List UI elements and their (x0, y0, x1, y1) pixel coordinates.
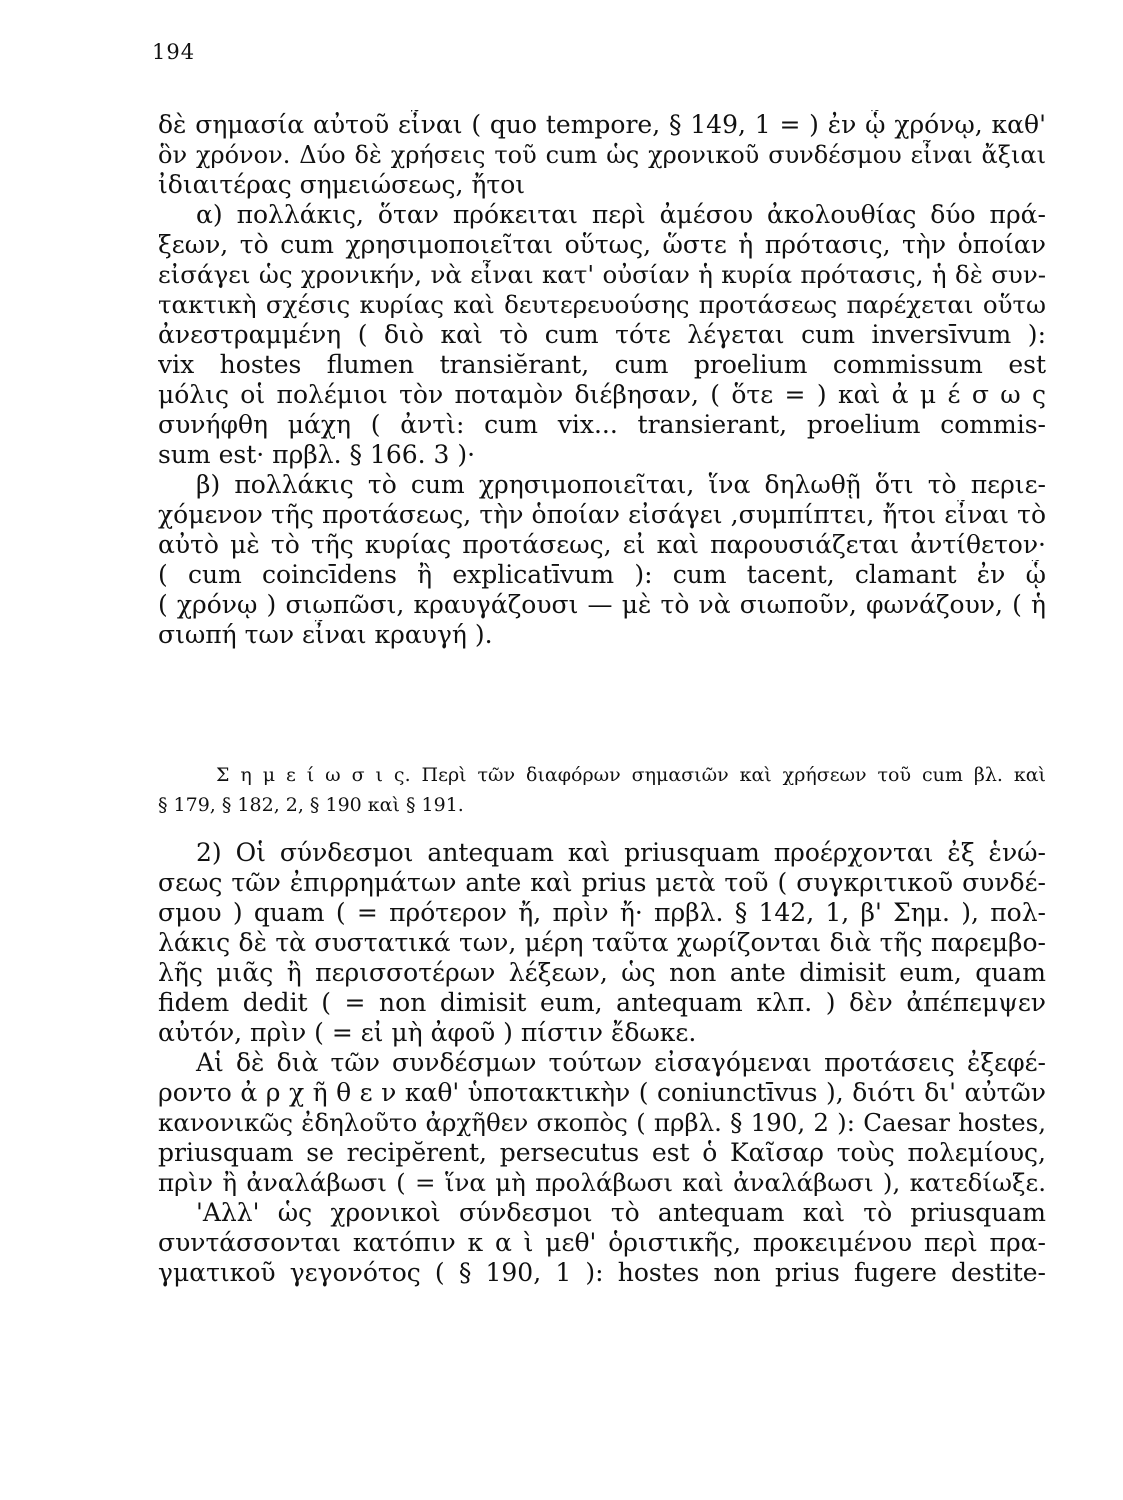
text-line: σιωπή των εἶναι κραυγή ). (158, 620, 493, 649)
page-number: 194 (152, 40, 196, 64)
text-line: priusquam se recipĕrent, persecutus est ὁ Καῖσαρ τοὺς πολεμίους, (158, 1138, 1046, 1167)
text-line: ροντο ἀ ρ χ ῆ θ ε ν καθ' ὑποτακτικὴν ( coniunctīvus ), διότι δι' αὐτῶν (158, 1078, 1046, 1107)
text-line: συνήφθη μάχη ( ἀντὶ: cum vix... transierant, proelium commis- (158, 410, 1046, 439)
text-line: σεως τῶν ἐπιρρημάτων ante καὶ prius μετὰ τοῦ ( συγκριτικοῦ συνδέ- (158, 868, 1046, 897)
text-line: β) πολλάκις τὸ cum χρησιμοποιεῖται, ἵνα δηλωθῇ ὅτι τὸ περιε- (196, 470, 1046, 499)
text-line: ἀνεστραμμένη ( διὸ καὶ τὸ cum τότε λέγεται cum inversīvum ): (158, 320, 1046, 349)
text-line: αὐτόν, πρὶν ( = εἰ μὴ ἀφοῦ ) πίστιν ἔδωκε. (158, 1018, 697, 1047)
text-line: 2) Οἱ σύνδεσμοι antequam καὶ priusquam προέρχονται ἐξ ἑνώ- (196, 838, 1046, 867)
note-block (158, 760, 1046, 820)
text-line: sum est· πρβλ. § 166. 3 )· (158, 440, 476, 469)
text-line: μόλις οἱ πολέμιοι τὸν ποταμὸν διέβησαν, ( ὅτε = ) καὶ ἀ μ έ σ ω ς (158, 380, 1046, 409)
text-line: συντάσσονται κατόπιν κ α ὶ μεθ' ὁριστικῆς, προκειμένου περὶ πρα- (158, 1228, 1046, 1257)
text-line: αὐτὸ μὲ τὸ τῆς κυρίας προτάσεως, εἰ καὶ παρουσιάζεται ἀντίθετον· (158, 530, 1046, 559)
text-line: δὲ σημασία αὐτοῦ εἶναι ( quo tempore, § 149, 1 = ) ἐν ᾧ χρόνῳ, καθ' (158, 110, 1046, 139)
text-line: τακτικὴ σχέσις κυρίας καὶ δευτερευούσης προτάσεως παρέχεται οὕτω (158, 290, 1046, 319)
text-line: ξεων, τὸ cum χρησιμοποιεῖται οὕτως, ὥστε ἡ πρότασις, τὴν ὁποίαν (158, 230, 1046, 259)
text-line: ὃν χρόνον. Δύο δὲ χρήσεις τοῦ cum ὡς χρονικοῦ συνδέσμου εἶναι ἄξιαι (158, 141, 1046, 169)
text-line: fidem dedit ( = non dimisit eum, antequam κλπ. ) δὲν ἀπέπεμψεν (158, 988, 1046, 1017)
note-line: § 179, § 182, 2, § 190 καὶ § 191. (158, 794, 464, 816)
text-line: λάκις δὲ τὰ συστατικά των, μέρη ταῦτα χωρίζονται διὰ τῆς παρεμβο- (158, 928, 1046, 957)
text-line: εἰσάγει ὡς χρονικήν, νὰ εἶναι κατ' οὐσίαν ἡ κυρία πρότασις, ἡ δὲ συν- (158, 260, 1046, 289)
text-line: ( χρόνῳ ) σιωπῶσι, κραυγάζουσι — μὲ τὸ νὰ σιωποῦν, φωνάζουν, ( ἡ (158, 590, 1046, 619)
text-line: λῆς μιᾶς ἢ περισσοτέρων λέξεων, ὡς non ante dimisit eum, quam (158, 958, 1046, 987)
text-line: Αἱ δὲ διὰ τῶν συνδέσμων τούτων εἰσαγόμεναι προτάσεις ἐξεφέ- (196, 1048, 1046, 1077)
text-line: 'Αλλ' ὡς χρονικοὶ σύνδεσμοι τὸ antequam καὶ τὸ priusquam (196, 1198, 1046, 1227)
note-line: Σ η μ ε ί ω σ ι ς. Περὶ τῶν διαφόρων σημασιῶν καὶ χρήσεων τοῦ cum βλ. καὶ (216, 764, 1046, 786)
paragraph-antequam-priusquam (158, 838, 1046, 1288)
text-line: χόμενον τῆς προτάσεως, τὴν ὁποίαν εἰσάγει ,συμπίπτει, ἤτοι εἶναι τὸ (158, 500, 1046, 529)
text-line: πρὶν ἢ ἀναλάβωσι ( = ἵνα μὴ προλάβωσι καὶ ἀναλάβωσι ), κατεδίωξε. (158, 1168, 1046, 1197)
text-line: ( cum coincīdens ἢ explicatīvum ): cum tacent, clamant ἐν ᾧ (158, 560, 1046, 589)
text-line: σμου ) quam ( = πρότερον ἤ, πρὶν ἤ· πρβλ. § 142, 1, β' Σημ. ), πολ- (158, 898, 1046, 927)
paragraph-cum-temporal (158, 110, 1046, 650)
text-line: vix hostes flumen transiĕrant, cum proelium commissum est (158, 350, 1046, 379)
text-line: γματικοῦ γεγονότος ( § 190, 1 ): hostes non prius fugere destite- (158, 1258, 1046, 1287)
text-line: κανονικῶς ἐδηλοῦτο ἀρχῆθεν σκοπὸς ( πρβλ. § 190, 2 ): Caesar hostes, (158, 1108, 1046, 1137)
text-line: α) πολλάκις, ὅταν πρόκειται περὶ ἀμέσου ἀκολουθίας δύο πρά- (196, 200, 1046, 229)
text-line: ἰδιαιτέρας σημειώσεως, ἤτοι (158, 170, 526, 199)
